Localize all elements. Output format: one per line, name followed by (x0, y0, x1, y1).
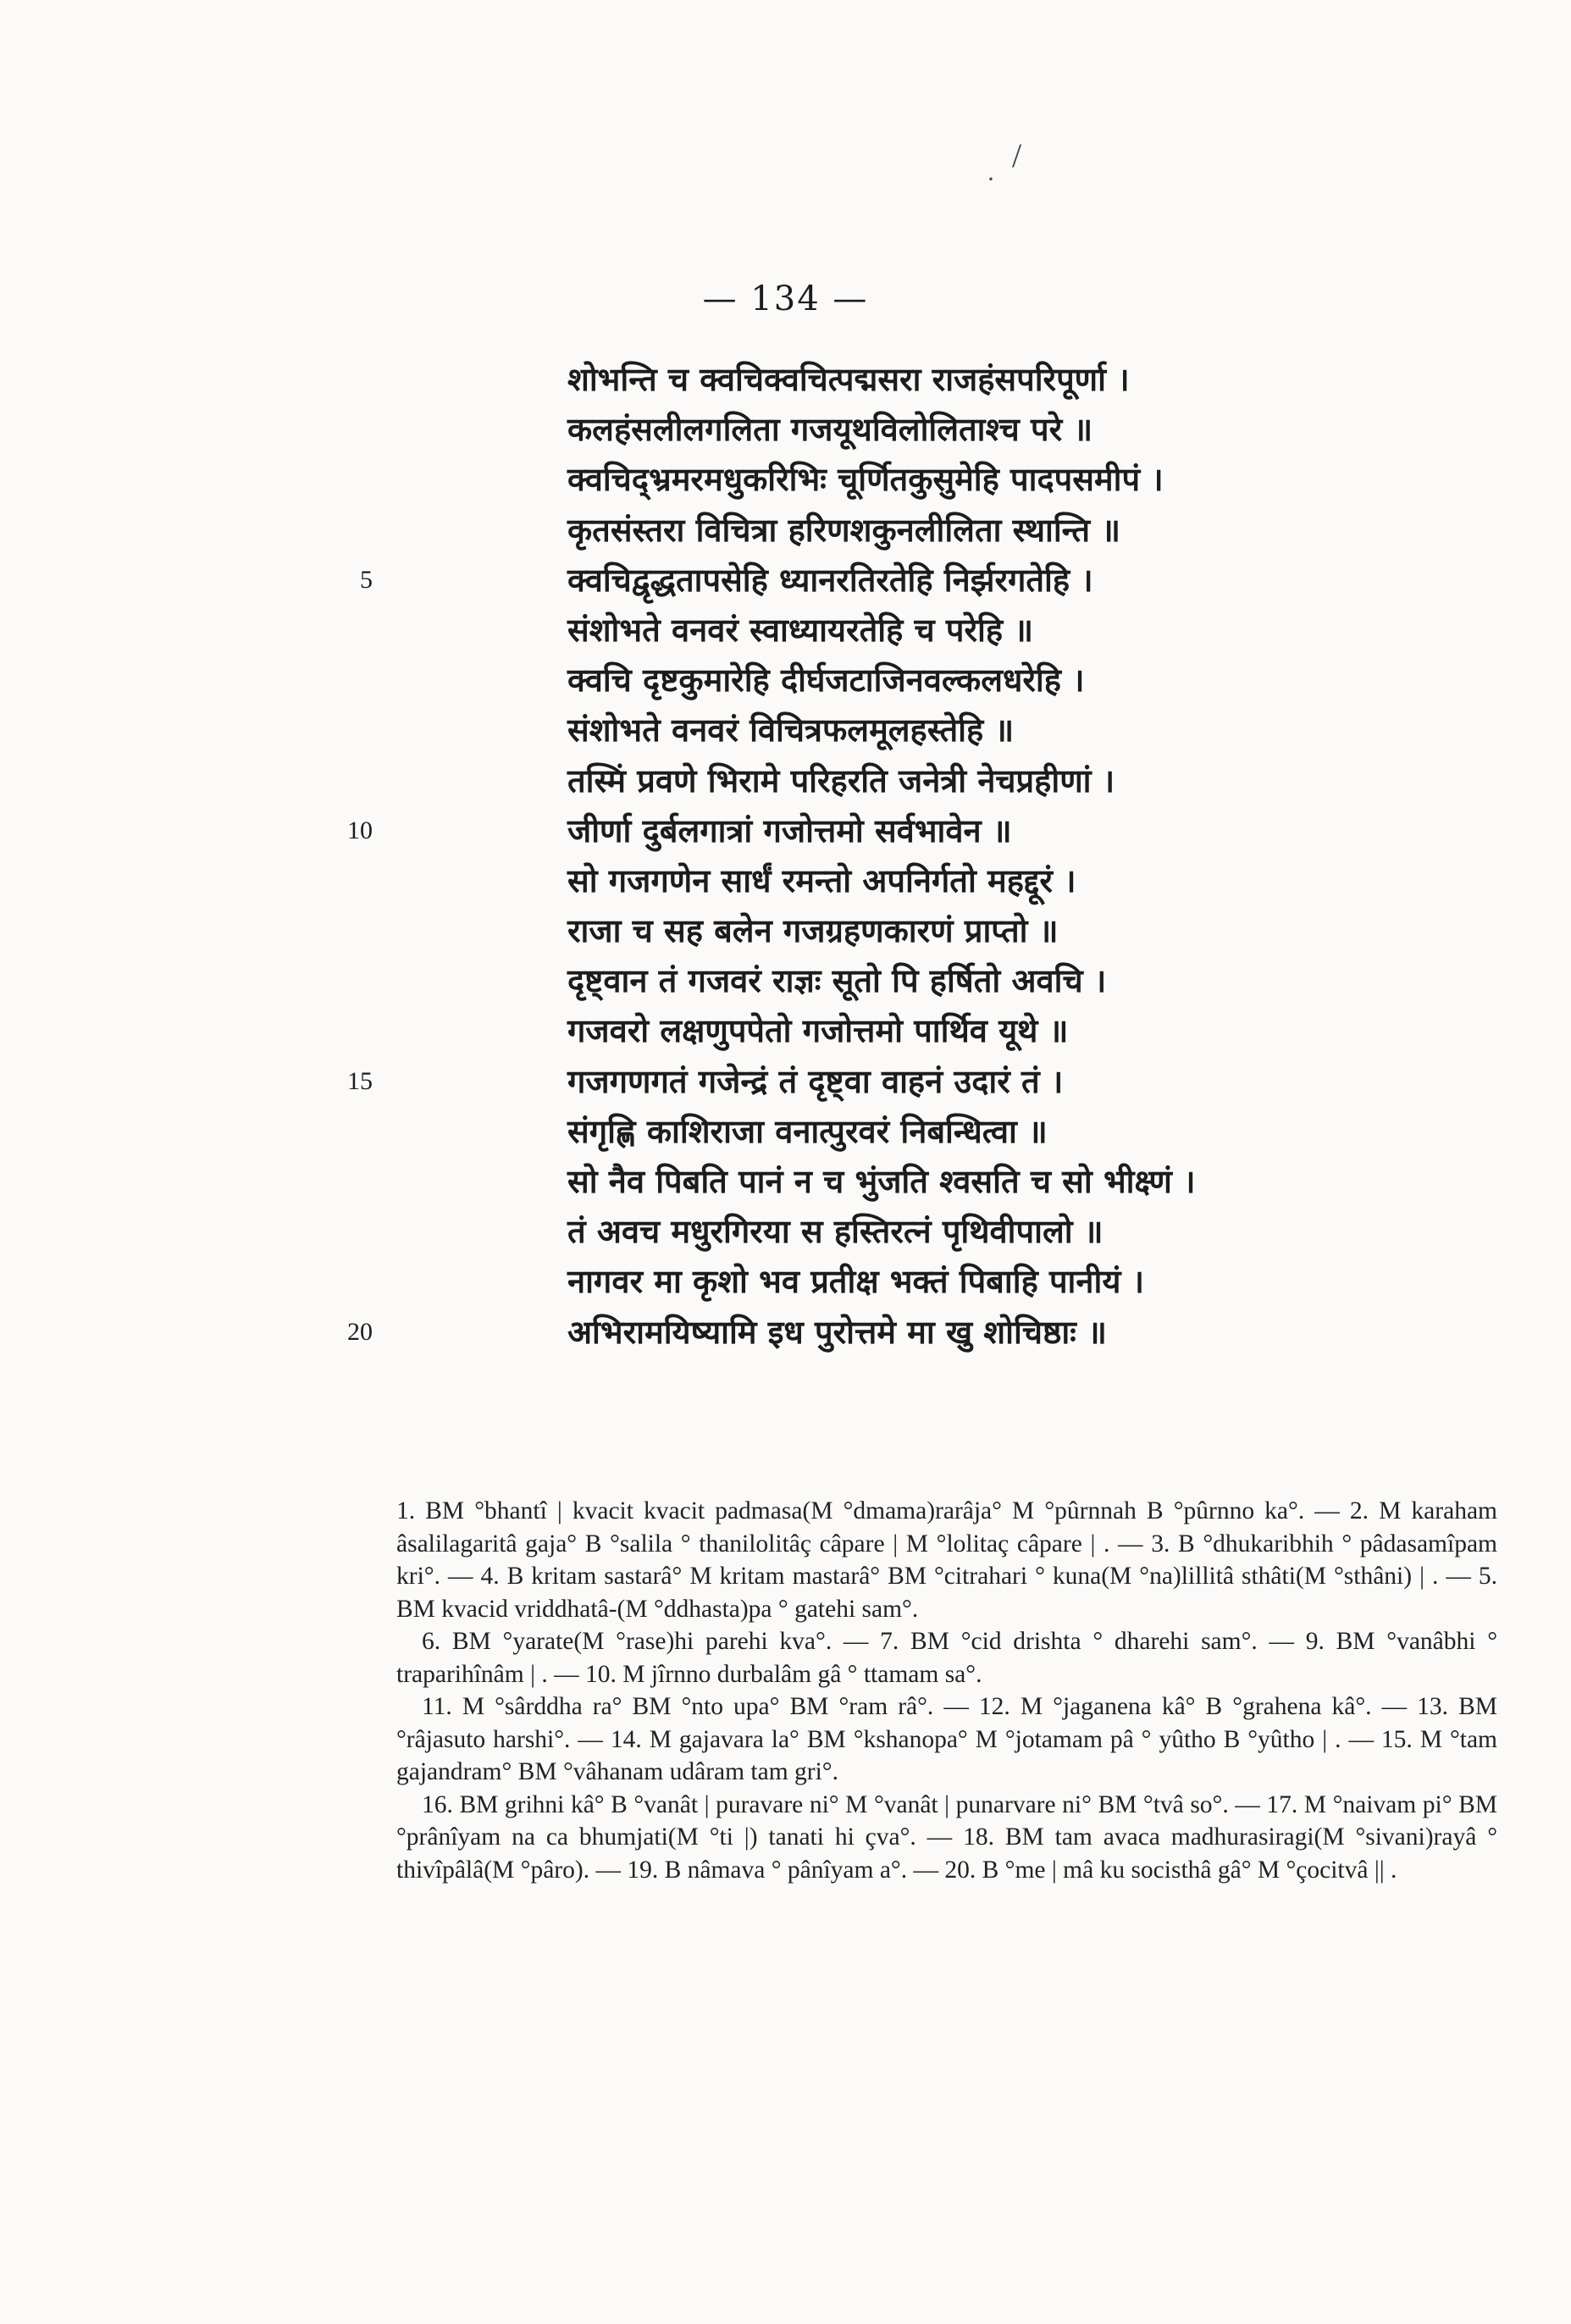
verse-line (567, 1206, 1499, 1256)
verse-line-text: संगृह्णि काशिराजा वनात्पुरवरं निबन्धित्वा ॥ (567, 1111, 1048, 1150)
verse-line (567, 1256, 1499, 1306)
verse-line (567, 454, 1499, 504)
verse-line-text: गजगणगतं गजेन्द्रं तं दृष्ट्वा वाहनं उदारं तं । (567, 1061, 1064, 1100)
page-number: — 134 — (702, 279, 869, 318)
verse-line (567, 905, 1499, 955)
footnote-paragraph: 6. BM °yarate(M °rase)hi parehi kva°. — 7. BM °cid drishta ° dharehi sam°. — 9. BM °vanâbhi ° traparihînâm | . — 10. M jîrnno durbalâm gâ ° ttamam sa°. (396, 1628, 1497, 1688)
verse-line-text: कलहंसलीलगलिता गजयूथविलोलिताश्च परे ॥ (567, 410, 1093, 449)
stray-mark-dot: · (987, 165, 995, 193)
verse-line-no: 5 (360, 565, 373, 594)
footnote-paragraph: 16. BM grihni kâ° B °vanât | puravare ni° M °vanât | punarvare ni° BM °tvâ so°. — 17. M °naivam pi° BM °prânîyam na ca bhumjati(M °ti |) tanati hi çva°. — 18. BM tam avaca madhurasiragi(M °sivani)rayâ ° thivîpâlâ(M °pâro). — 19. B nâmava ° pânîyam a°. — 20. B °me | mâ ku socisthâ gâ° M °çocitvâ || . (396, 1790, 1497, 1884)
verse-line-text: क्वचिद्भ्रमरमधुकरिभिः चूर्णितकुसुमेहि पादपसमीपं । (567, 460, 1164, 499)
verse-line-text: क्वचिद्वृद्धतापसेहि ध्यानरतिरतेहि निर्झरगतेहि । (567, 560, 1093, 599)
verse-line-no: 15 (347, 1066, 373, 1095)
verse-line-text: सो नैव पिबति पानं न च भुंजति श्वसति च सो भीक्ष्णं । (567, 1162, 1196, 1200)
verse-line (347, 1056, 1499, 1106)
verse-line (347, 805, 1499, 855)
verse-line-text: शोभन्ति च क्वचिक्वचित्पद्मसरा राजहंसपरिपूर्णा । (567, 360, 1130, 398)
stray-mark-top: / (1012, 136, 1022, 174)
verse-line (567, 655, 1499, 705)
verse-line (567, 855, 1499, 905)
verse-line (567, 1156, 1499, 1206)
footnote-paragraph: 11. M °sârddha ra° BM °nto upa° BM °ram râ°. — 12. M °jaganena kâ° B °grahena kâ°. — 13. BM °râjasuto harshi°. — 14. M gajavara la° BM °kshanopa° M °jotamam pâ ° yûtho B °yûtho | . — 15. M °tam gajandram° BM °vâhanam udâram tam gri°. (396, 1693, 1497, 1785)
verse-line-text: सो गजगणेन सार्धं रमन्तो अपनिर्गतो महद्दूरं । (567, 860, 1076, 899)
verse-line-text: जीर्णा दुर्बलगात्रां गजोत्तमो सर्वभावेन ॥ (567, 811, 1012, 849)
verse-line-text: तं अवच मधुरगिरया स हस्तिरत्नं पृथिवीपालो ॥ (567, 1212, 1104, 1251)
verse-line (567, 354, 1499, 404)
verse-line-text: तस्मिं प्रवणे भिरामे परिहरति जनेत्री नेचप्रहीणां । (567, 761, 1115, 800)
verse-line-text: संशोभते वनवरं विचित्रफलमूलहस्तेहि ॥ (567, 711, 1015, 750)
verse-line-text: क्वचि दृष्टकुमारेहि दीर्घजटाजिनवल्कलधरेहि । (567, 661, 1085, 700)
verse-line (567, 605, 1499, 655)
verse-line-no: 10 (347, 816, 373, 844)
verse-line (567, 1106, 1499, 1156)
verse-line-text: अभिरामयिष्यामि इध पुरोत्तमे मा खु शोचिष्ठाः ॥ (567, 1312, 1107, 1351)
verse-line (567, 705, 1499, 755)
verse-line-no: 20 (347, 1317, 373, 1346)
verse-line (347, 1307, 1499, 1357)
verse-line (567, 404, 1499, 454)
verse-line-text: संशोभते वनवरं स्वाध्यायरतेहि च परेहि ॥ (567, 610, 1034, 649)
verse-line (360, 555, 1499, 605)
verse-line (567, 505, 1499, 555)
verse-line (567, 1005, 1499, 1055)
verse-line-text: दृष्ट्वान तं गजवरं राज्ञः सूतो पि हर्षितो अवचि । (567, 961, 1107, 1000)
footnotes (396, 1495, 1497, 1886)
verse-line-text: राजा च सह बलेन गजग्रहणकारणं प्राप्तो ॥ (567, 911, 1059, 950)
verse-line (567, 955, 1499, 1005)
verse-line-text: नागवर मा कृशो भव प्रतीक्ष भक्तं पिबाहि पानीयं । (567, 1262, 1145, 1301)
footnote-paragraph: 1. BM °bhantî | kvacit kvacit padmasa(M °dmama)rarâja° M °pûrnnah B °pûrnno ka°. — 2. M karaham âsalilagaritâ gaja° B °salila ° thanilolitâç câpare | M °lolitaç câpare | . — 3. B °dhukaribhih ° pâdasamîpam kri°. — 4. B kritam sastarâ° M kritam mastarâ° BM °citrahari ° kuna(M °na)lillitâ sthâti(M °sthâni) | . — 5. BM kvacid vriddhatâ-(M °ddhasta)pa ° gatehi sam°. (396, 1497, 1497, 1623)
verse-text (347, 354, 1499, 1357)
verse-line-text: गजवरो लक्षणुपपेतो गजोत्तमो पार्थिव यूथे ॥ (567, 1011, 1069, 1050)
verse-line (567, 755, 1499, 805)
verse-line-text: कृतसंस्तरा विचित्रा हरिणशकुनलीलिता स्थान्ति ॥ (567, 510, 1121, 549)
